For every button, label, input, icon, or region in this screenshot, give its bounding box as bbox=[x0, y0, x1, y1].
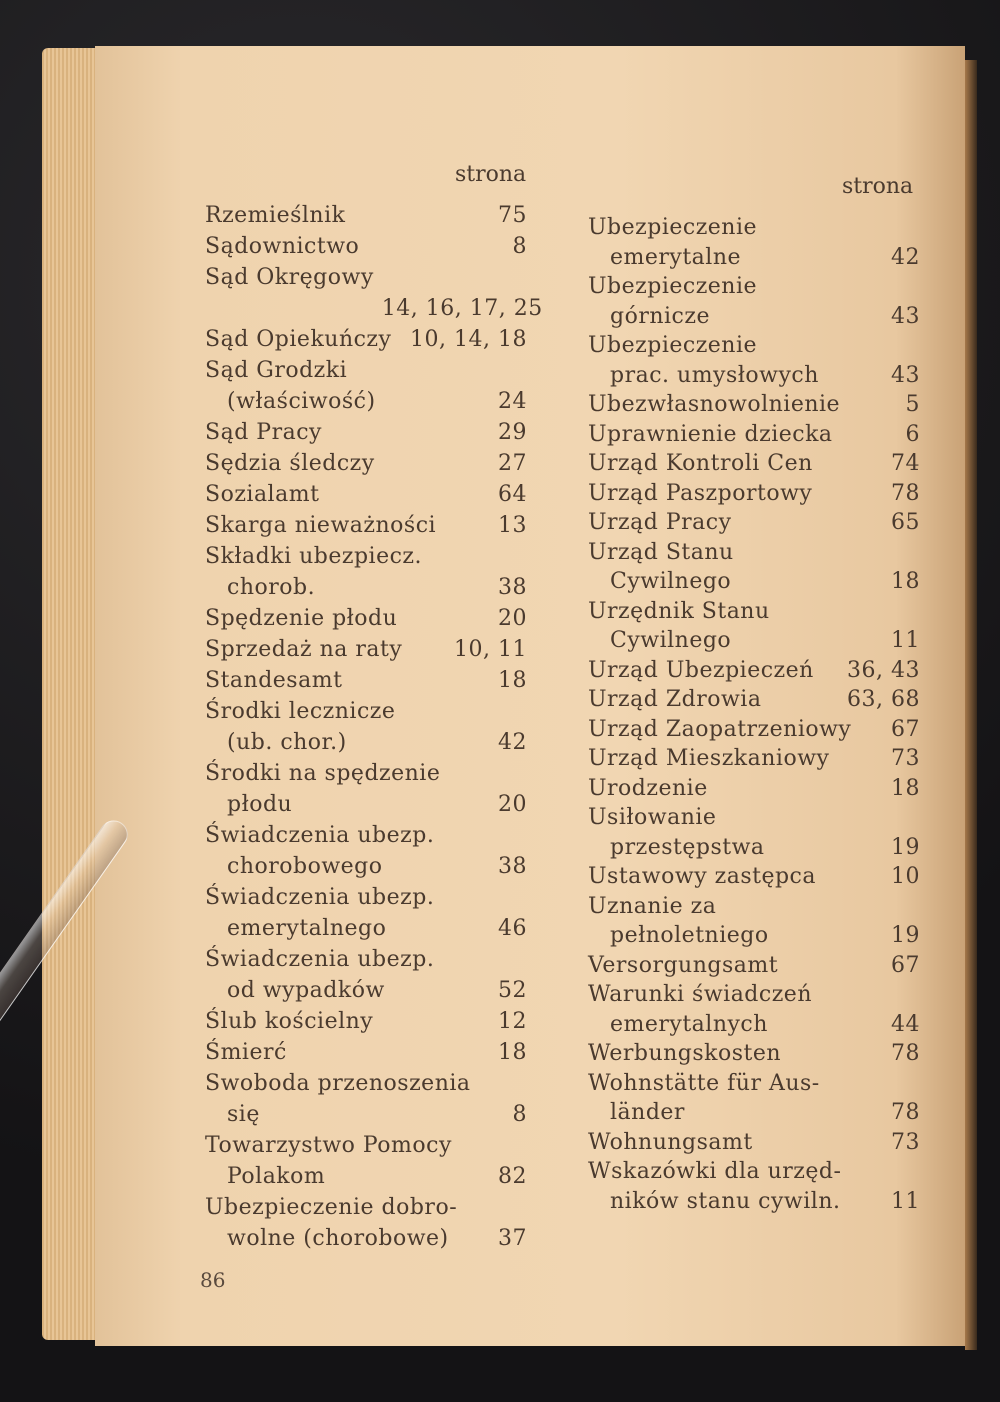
entry-term-line: Urząd Paszportowy bbox=[588, 480, 813, 506]
entry-page-number: 20 bbox=[498, 606, 527, 631]
page-number: 86 bbox=[200, 1268, 226, 1292]
entry-term bbox=[588, 449, 813, 479]
entry-term-continuation: chorobowego bbox=[227, 854, 383, 879]
entry-term-line: Uznanie za bbox=[588, 893, 717, 919]
entry-term-line: Sąd Opiekuńczy bbox=[205, 327, 392, 352]
index-entry bbox=[205, 448, 527, 479]
index-entry bbox=[588, 980, 920, 1039]
entry-term-line: Urząd Pracy bbox=[588, 510, 732, 535]
entry-term bbox=[588, 538, 734, 597]
entry-term-continuation: Cywilnego bbox=[610, 569, 732, 594]
entry-term-continuation: pełnoletniego bbox=[610, 923, 769, 948]
entry-term-line: Urodzenie bbox=[588, 775, 708, 801]
entry-page-number: 42 bbox=[498, 730, 527, 755]
index-entry bbox=[588, 449, 920, 479]
entry-term bbox=[205, 324, 391, 355]
entry-term bbox=[588, 656, 814, 686]
entry-term-line: Ubezwłasnowolnienie bbox=[588, 392, 841, 417]
entry-page-number: 38 bbox=[498, 854, 527, 879]
entry-term-line: Uprawnienie dziecka bbox=[588, 421, 833, 447]
entry-term-line: Ślub kościelny bbox=[205, 1009, 374, 1034]
index-entry bbox=[205, 1068, 527, 1130]
entry-page-number: 67 bbox=[891, 952, 920, 978]
entry-term-line: Urząd Stanu bbox=[588, 539, 734, 565]
entry-term bbox=[205, 417, 322, 448]
entry-term bbox=[588, 1039, 781, 1069]
entry-term-line: Urząd Zdrowia bbox=[588, 687, 762, 712]
entry-term bbox=[205, 479, 319, 510]
entry-page-number: 18 bbox=[891, 569, 920, 594]
entry-term-continuation: przestępstwa bbox=[610, 834, 765, 860]
entry-page-number: 11 bbox=[891, 1188, 920, 1214]
index-entry bbox=[205, 355, 527, 417]
entry-page-number: 44 bbox=[891, 1011, 920, 1037]
entry-page-number: 63, 68 bbox=[847, 687, 920, 712]
index-entry bbox=[588, 892, 920, 951]
index-entry bbox=[205, 510, 527, 541]
index-entry bbox=[588, 420, 920, 450]
index-entry bbox=[588, 1069, 920, 1128]
page-gutter-shadow bbox=[965, 60, 977, 1350]
index-entry bbox=[588, 508, 920, 538]
entry-page-number: 18 bbox=[498, 668, 527, 693]
entry-term bbox=[588, 980, 812, 1039]
entry-term-line: Ubezpieczenie bbox=[588, 274, 758, 299]
entry-page-number: 12 bbox=[498, 1009, 527, 1034]
entry-term-continuation: emerytalnych bbox=[610, 1011, 768, 1037]
entry-term bbox=[588, 479, 812, 509]
entry-term-line: Sąd Pracy bbox=[205, 420, 322, 445]
entry-term bbox=[588, 420, 833, 450]
entry-page-number: 67 bbox=[891, 716, 920, 742]
entry-term-continuation: emerytalne bbox=[610, 244, 742, 270]
entry-term bbox=[588, 685, 761, 715]
entry-term-continuation: wolne (chorobowe) bbox=[227, 1226, 449, 1251]
entry-page-number: 82 bbox=[498, 1164, 527, 1189]
entry-page-number: 19 bbox=[891, 923, 920, 948]
entry-term-line: Urząd Zaopatrzeniowy bbox=[588, 716, 852, 742]
entry-term-line: Towarzystwo Pomocy bbox=[205, 1133, 452, 1158]
entry-term-continuation: länder bbox=[610, 1100, 685, 1125]
entry-term bbox=[588, 390, 840, 420]
entry-term-line: Standesamt bbox=[205, 668, 343, 693]
entry-term-line: Usiłowanie bbox=[588, 805, 717, 830]
entry-term-line: Środki na spędzenie bbox=[205, 761, 441, 786]
entry-term-line: Wohnungsamt bbox=[588, 1129, 753, 1155]
entry-term-line: Rzemieślnik bbox=[205, 203, 346, 228]
entry-term-line: Sędzia śledczy bbox=[205, 451, 375, 476]
entry-term bbox=[588, 597, 770, 656]
index-entry bbox=[588, 715, 920, 745]
entry-page-number: 74 bbox=[891, 451, 920, 476]
index-entry bbox=[205, 603, 527, 634]
entry-term bbox=[588, 951, 778, 981]
index-entry bbox=[205, 1192, 527, 1254]
index-entry bbox=[205, 820, 527, 882]
entry-page-number: 6 bbox=[905, 421, 920, 447]
entry-term-line: Sąd Grodzki bbox=[205, 358, 348, 383]
entry-page-number: 11 bbox=[891, 628, 920, 653]
entry-term-line: Wohnstätte für Aus- bbox=[588, 1070, 820, 1096]
entry-term-line: Świadczenia ubezp. bbox=[205, 885, 435, 910]
index-entry bbox=[205, 758, 527, 820]
entry-term-line: Wskazówki dla urzęd- bbox=[588, 1159, 842, 1184]
index-entry bbox=[205, 231, 527, 262]
entry-term-continuation: (ub. chor.) bbox=[227, 730, 347, 755]
entry-term-continuation: od wypadków bbox=[227, 978, 385, 1003]
entry-term-continuation bbox=[205, 293, 374, 324]
index-entry bbox=[205, 1130, 527, 1192]
entry-page-number: 5 bbox=[905, 392, 920, 417]
index-entry bbox=[205, 944, 527, 1006]
entry-term bbox=[205, 1037, 287, 1068]
entry-term bbox=[205, 510, 436, 541]
entry-term bbox=[205, 758, 440, 820]
entry-term-line: Urząd Ubezpieczeń bbox=[588, 657, 814, 683]
entry-term-continuation: się bbox=[227, 1102, 260, 1127]
entry-page-number: 78 bbox=[891, 1041, 920, 1066]
entry-term bbox=[205, 634, 402, 665]
index-entry bbox=[205, 417, 527, 448]
entry-page-number: 78 bbox=[891, 480, 920, 506]
entry-term bbox=[205, 355, 376, 417]
index-entry bbox=[205, 200, 527, 231]
entry-term bbox=[205, 603, 397, 634]
entry-term bbox=[588, 892, 769, 951]
entry-term-line: Warunki świadczeń bbox=[588, 982, 812, 1007]
entry-term-line: Ubezpieczenie bbox=[588, 215, 758, 240]
entry-page-number: 27 bbox=[498, 451, 527, 476]
entry-term-continuation: górnicze bbox=[610, 303, 710, 329]
entry-page-number: 65 bbox=[891, 510, 920, 535]
index-entry bbox=[588, 479, 920, 509]
index-entry bbox=[588, 951, 920, 981]
entry-term bbox=[205, 200, 345, 231]
entry-term bbox=[205, 262, 374, 324]
entry-page-number: 36, 43 bbox=[847, 657, 920, 683]
entry-term bbox=[205, 820, 434, 882]
entry-term bbox=[205, 1068, 471, 1130]
entry-page-number: 13 bbox=[498, 513, 527, 538]
entry-term-continuation: prac. umysłowych bbox=[610, 362, 819, 388]
entry-term bbox=[588, 744, 829, 774]
entry-term-line: Ubezpieczenie bbox=[588, 333, 758, 358]
entry-page-number: 78 bbox=[891, 1100, 920, 1125]
entry-term-line: Urzędnik Stanu bbox=[588, 598, 770, 624]
entry-term bbox=[205, 944, 434, 1006]
index-entry bbox=[205, 262, 543, 324]
entry-term bbox=[205, 665, 342, 696]
entry-page-number: 20 bbox=[498, 792, 527, 817]
entry-page-number: 52 bbox=[498, 978, 527, 1003]
entry-term-line: Sąd Okręgowy bbox=[205, 265, 374, 290]
entry-page-number: 10, 14, 18 bbox=[410, 327, 527, 352]
entry-term-line: Versorgungsamt bbox=[588, 952, 779, 978]
entry-page-number: 10, 11 bbox=[454, 637, 527, 662]
entry-term bbox=[205, 231, 359, 262]
entry-page-number: 75 bbox=[498, 203, 527, 228]
entry-term bbox=[205, 1006, 373, 1037]
index-entry bbox=[205, 541, 527, 603]
entry-term bbox=[588, 1069, 820, 1128]
index-entry bbox=[588, 803, 920, 862]
entry-term-continuation: płodu bbox=[227, 792, 293, 817]
entry-page-number: 19 bbox=[891, 834, 920, 860]
index-entry bbox=[588, 774, 920, 804]
entry-term bbox=[588, 1128, 753, 1158]
entry-page-number: 43 bbox=[891, 362, 920, 388]
entry-page-number: 18 bbox=[498, 1040, 527, 1065]
entry-page-number: 18 bbox=[891, 775, 920, 801]
index-entry bbox=[588, 862, 920, 892]
entry-page-number: 73 bbox=[891, 1129, 920, 1155]
entry-page-number: 24 bbox=[498, 389, 527, 414]
entry-page-number: 10 bbox=[891, 864, 920, 889]
index-entry bbox=[588, 331, 920, 390]
entry-term bbox=[205, 1192, 457, 1254]
entry-term-line: Składki ubezpiecz. bbox=[205, 544, 423, 569]
index-entry bbox=[205, 696, 527, 758]
entry-term-continuation: Cywilnego bbox=[610, 628, 732, 653]
index-entry bbox=[205, 324, 527, 355]
index-entry bbox=[588, 597, 920, 656]
entry-term-continuation: chorob. bbox=[227, 575, 316, 600]
entry-term bbox=[205, 541, 422, 603]
index-entry bbox=[588, 1039, 920, 1069]
entry-term-line: Świadczenia ubezp. bbox=[205, 823, 435, 848]
entry-term bbox=[588, 1157, 841, 1216]
entry-page-number: 73 bbox=[891, 746, 920, 771]
entry-term-continuation: Polakom bbox=[227, 1164, 326, 1189]
entry-page-number: 46 bbox=[498, 916, 527, 941]
index-entry bbox=[588, 656, 920, 686]
entry-term-line: Świadczenia ubezp. bbox=[205, 947, 435, 972]
entry-term bbox=[588, 213, 757, 272]
entry-page-number: 8 bbox=[512, 234, 527, 259]
entry-term bbox=[205, 1130, 452, 1192]
index-entry bbox=[588, 390, 920, 420]
entry-term-line: Skarga nieważności bbox=[205, 513, 437, 538]
entry-term-continuation: emerytalnego bbox=[227, 916, 387, 941]
entry-term bbox=[588, 862, 816, 892]
index-entry bbox=[588, 272, 920, 331]
index-entry bbox=[205, 665, 527, 696]
entry-term-line: Sozialamt bbox=[205, 482, 320, 507]
index-entry bbox=[205, 882, 527, 944]
entry-term-line: Spędzenie płodu bbox=[205, 606, 398, 631]
entry-term-line: Środki lecznicze bbox=[205, 699, 396, 724]
left-column-header: strona bbox=[455, 162, 527, 187]
entry-term bbox=[588, 272, 757, 331]
index-column-left bbox=[205, 200, 543, 1254]
index-entry bbox=[205, 479, 527, 510]
entry-term bbox=[588, 331, 819, 390]
entry-term-continuation: ników stanu cywiln. bbox=[610, 1188, 841, 1214]
index-entry bbox=[588, 685, 920, 715]
index-entry bbox=[588, 213, 920, 272]
entry-term-line: Werbungskosten bbox=[588, 1041, 782, 1066]
entry-page-number: 42 bbox=[891, 244, 920, 270]
entry-page-number: 8 bbox=[512, 1102, 527, 1127]
entry-page-number: 38 bbox=[498, 575, 527, 600]
entry-term-line: Swoboda przenoszenia bbox=[205, 1071, 471, 1096]
entry-term-line: Ustawowy zastępca bbox=[588, 864, 816, 889]
entry-page-number: 64 bbox=[498, 482, 527, 507]
index-column-right bbox=[588, 213, 920, 1216]
entry-term bbox=[588, 803, 765, 862]
index-entry bbox=[205, 1006, 527, 1037]
entry-term bbox=[205, 882, 434, 944]
entry-page-number: 37 bbox=[498, 1226, 527, 1251]
entry-term-line: Urząd Kontroli Cen bbox=[588, 451, 813, 476]
entry-term bbox=[205, 448, 375, 479]
entry-term-line: Śmierć bbox=[205, 1040, 287, 1065]
right-column-header: strona bbox=[842, 174, 914, 199]
entry-term-line: Sprzedaż na raty bbox=[205, 637, 403, 662]
entry-term-line: Sądownictwo bbox=[205, 234, 360, 259]
entry-term bbox=[588, 774, 708, 804]
index-entry bbox=[588, 1157, 920, 1216]
index-entry bbox=[205, 634, 527, 665]
entry-term-line: Ubezpieczenie dobro- bbox=[205, 1195, 458, 1220]
entry-term bbox=[588, 508, 732, 538]
entry-page-number: 14, 16, 17, 25 bbox=[381, 296, 543, 321]
entry-term-line: Urząd Mieszkaniowy bbox=[588, 746, 830, 771]
index-entry bbox=[588, 538, 920, 597]
entry-term bbox=[588, 715, 851, 745]
entry-term-continuation: (właściwość) bbox=[227, 389, 376, 414]
index-entry bbox=[205, 1037, 527, 1068]
index-entry bbox=[588, 1128, 920, 1158]
entry-term bbox=[205, 696, 395, 758]
entry-page-number: 43 bbox=[891, 303, 920, 329]
entry-page-number: 29 bbox=[498, 420, 527, 445]
index-entry bbox=[588, 744, 920, 774]
